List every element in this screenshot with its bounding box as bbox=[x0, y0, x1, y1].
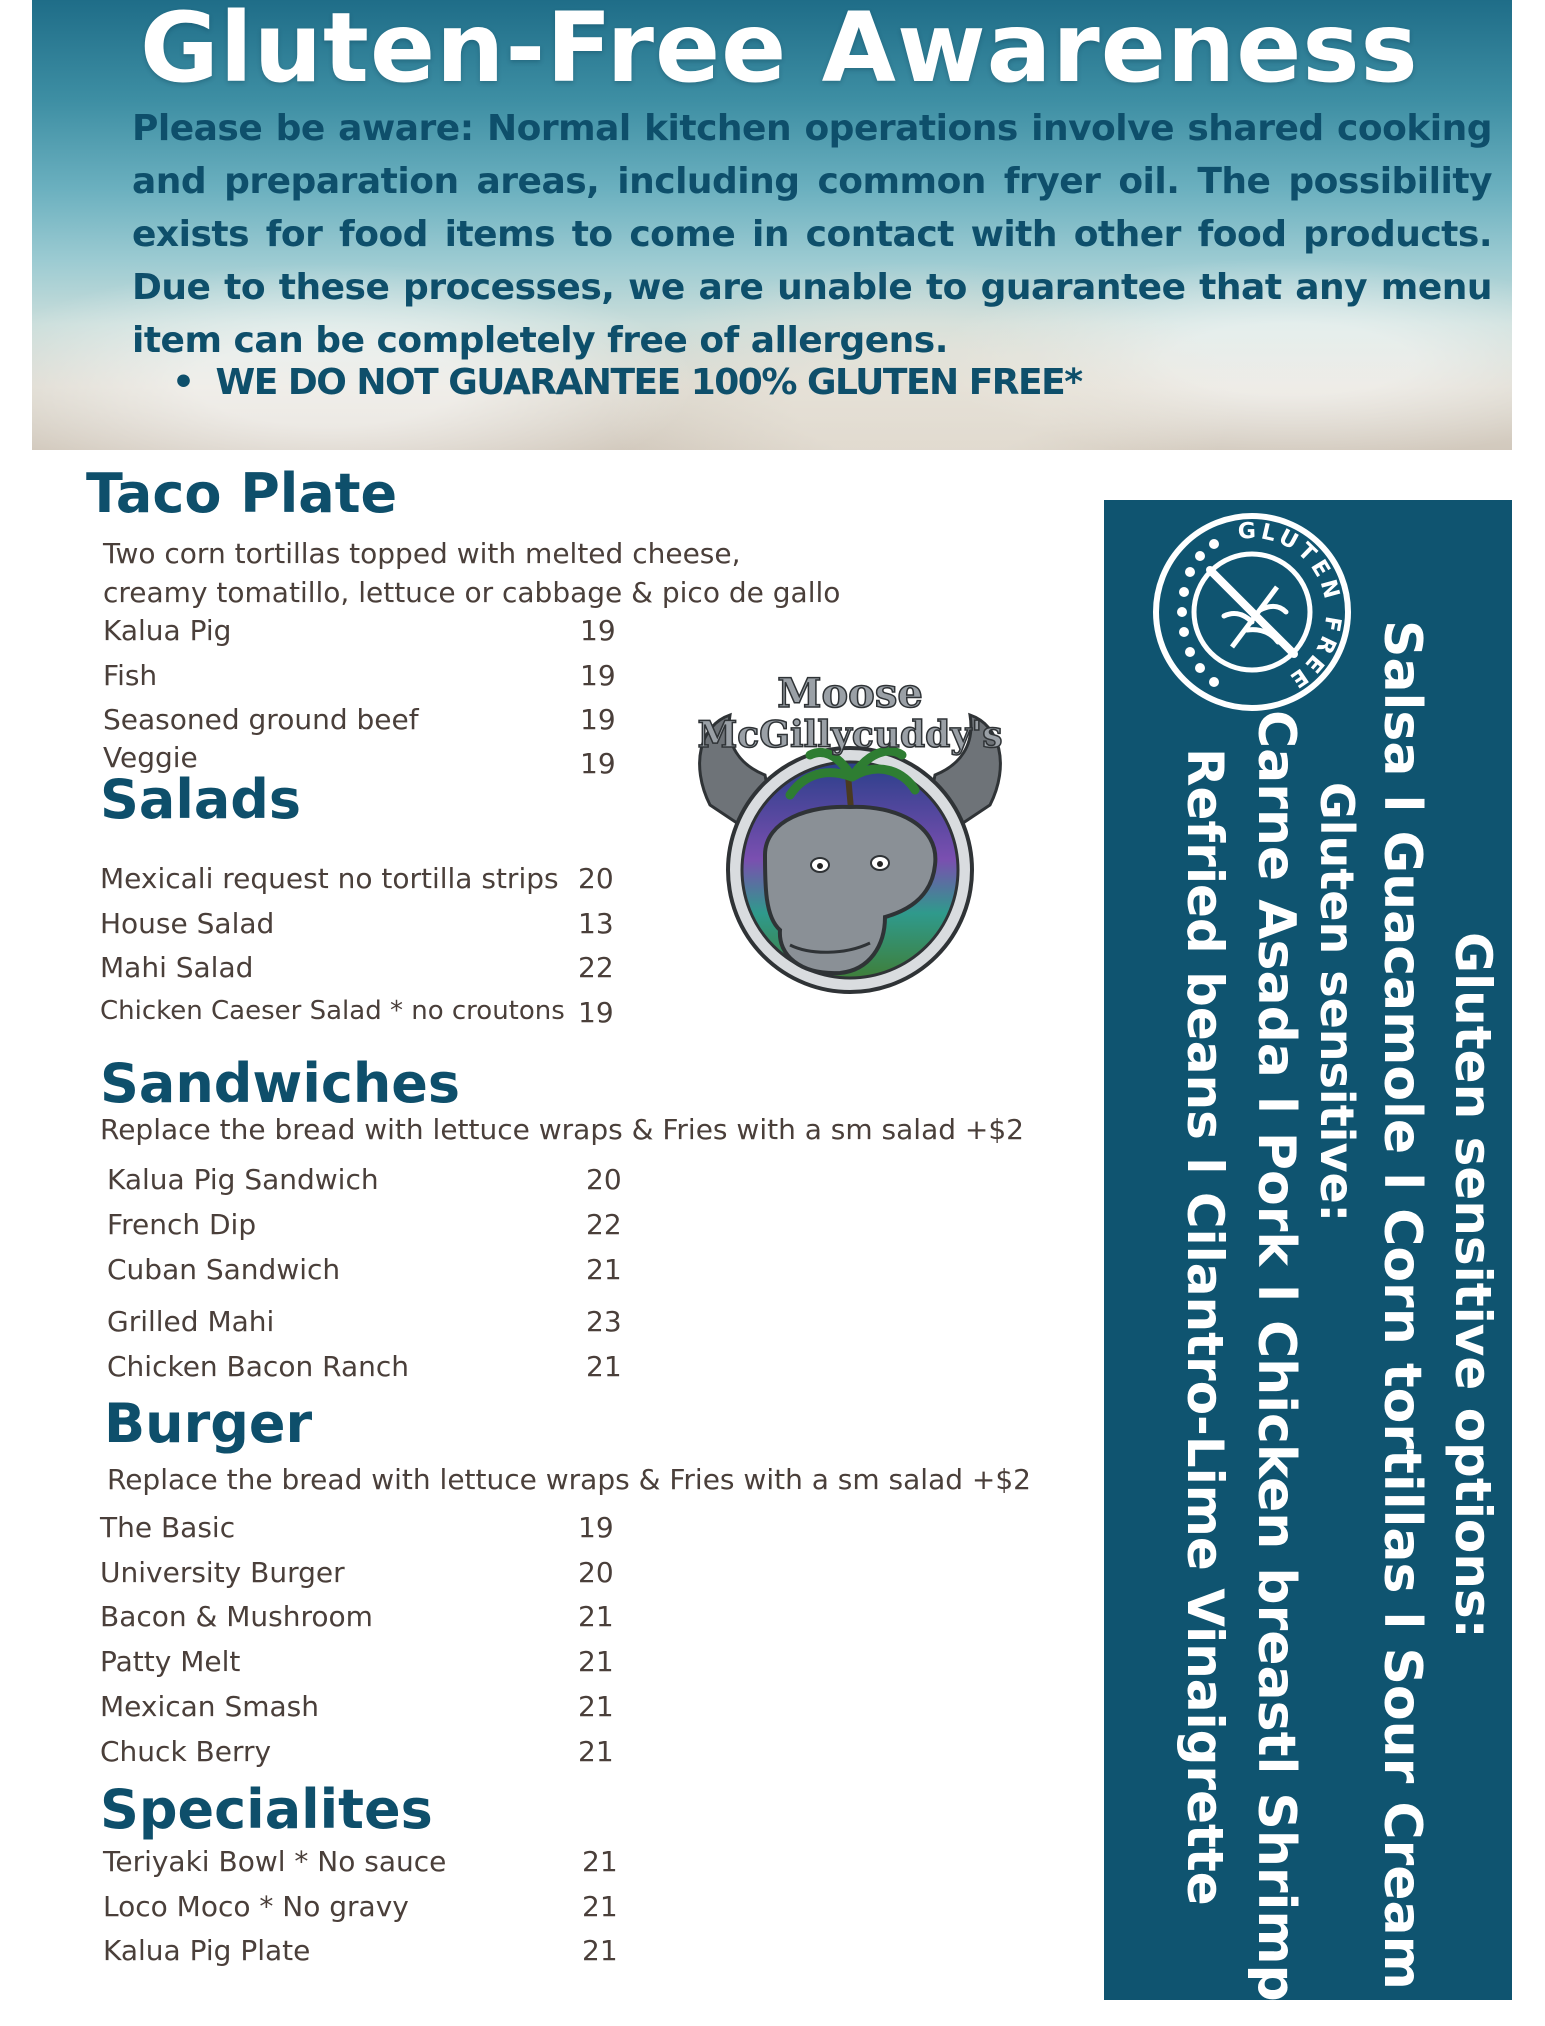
section-title-salads: Salads bbox=[100, 768, 302, 831]
taco-description-line-2: creamy tomatillo, lettuce or cabbage & pico de gallo bbox=[103, 576, 841, 609]
menu-item-price: 19 bbox=[580, 747, 616, 780]
sidebar-options-extras: Refried beans l Cilantro-Lime Vinaigrette bbox=[1176, 748, 1234, 1906]
burger-description: Replace the bread with lettuce wraps & Fries with a sm salad +$2 bbox=[107, 1463, 1031, 1496]
bullet-icon: • bbox=[172, 362, 194, 403]
taco-description-line-1: Two corn tortillas topped with melted cheese, bbox=[103, 537, 741, 570]
menu-item-price: 19 bbox=[578, 1511, 614, 1544]
menu-item-name: Kalua Pig bbox=[103, 614, 232, 647]
guarantee-disclaimer-text: WE DO NOT GUARANTEE 100% GLUTEN FREE* bbox=[215, 362, 1082, 403]
menu-item-name: French Dip bbox=[107, 1208, 257, 1241]
sidebar-heading-options: Gluten sensitive options: bbox=[1444, 932, 1502, 1639]
menu-item-name: Loco Moco * No gravy bbox=[103, 1890, 409, 1923]
logo-text-line-2: McGillycuddy's bbox=[697, 714, 1003, 756]
menu-item-price: 20 bbox=[578, 1556, 614, 1589]
menu-item-price: 13 bbox=[578, 907, 614, 940]
menu-item-name: Mexicali request no tortilla strips bbox=[100, 862, 559, 895]
menu-item-name: Mahi Salad bbox=[100, 951, 254, 984]
badge-text: GLUTEN FREE bbox=[1237, 518, 1346, 695]
sandwiches-description: Replace the bread with lettuce wraps & Fries with a sm salad +$2 bbox=[100, 1113, 1024, 1146]
menu-item-name: Cuban Sandwich bbox=[107, 1253, 341, 1286]
menu-item-price: 23 bbox=[586, 1305, 622, 1338]
menu-item-name: Veggie bbox=[103, 741, 198, 774]
menu-item-name: Chicken Bacon Ranch bbox=[107, 1350, 409, 1383]
menu-item-price: 21 bbox=[578, 1735, 614, 1768]
menu-item-price: 21 bbox=[582, 1934, 618, 1967]
menu-item-name: The Basic bbox=[100, 1511, 236, 1544]
menu-item-name: Kalua Pig Sandwich bbox=[107, 1163, 379, 1196]
header-banner bbox=[32, 0, 1512, 450]
gluten-sensitive-sidebar bbox=[1104, 500, 1512, 2026]
menu-item-price: 20 bbox=[586, 1163, 622, 1196]
menu-item-name: Fish bbox=[103, 659, 158, 692]
menu-item-price: 21 bbox=[582, 1890, 618, 1923]
gluten-free-badge-icon bbox=[1152, 512, 1352, 712]
sidebar-options-sides: Salsa l Guacamole l Corn tortillas l Sour Cream l bbox=[1372, 620, 1432, 2026]
menu-item-price: 19 bbox=[580, 703, 616, 736]
menu-item-name: Mexican Smash bbox=[100, 1690, 319, 1723]
menu-item-name: Patty Melt bbox=[100, 1645, 241, 1678]
menu-item-name: Kalua Pig Plate bbox=[103, 1934, 311, 1967]
section-title-specialites: Specialites bbox=[100, 1778, 433, 1841]
logo-text-line-1: Moose bbox=[777, 670, 923, 717]
guarantee-disclaimer bbox=[172, 362, 1082, 403]
sidebar-options-proteins: Carne Asada l Pork l Chicken breastl Shrimp bbox=[1246, 710, 1306, 2002]
menu-item-price: 21 bbox=[586, 1350, 622, 1383]
section-title-taco-plate: Taco Plate bbox=[86, 462, 398, 525]
sidebar-heading-proteins: Gluten sensitive: bbox=[1310, 782, 1364, 1223]
menu-item-name: Teriyaki Bowl * No sauce bbox=[103, 1845, 447, 1878]
section-title-sandwiches: Sandwiches bbox=[100, 1052, 461, 1115]
menu-item-price: 21 bbox=[578, 1600, 614, 1633]
section-title-burger: Burger bbox=[104, 1392, 313, 1455]
menu-item-price: 20 bbox=[578, 862, 614, 895]
page-title: Gluten-Free Awareness bbox=[140, 0, 1419, 104]
menu-item-name: Chicken Caeser Salad * no croutons bbox=[100, 996, 565, 1026]
menu-item-name: Seasoned ground beef bbox=[103, 703, 419, 736]
menu-item-name: University Burger bbox=[100, 1556, 345, 1589]
menu-item-name: House Salad bbox=[100, 907, 275, 940]
menu-item-price: 22 bbox=[586, 1208, 622, 1241]
menu-item-price: 21 bbox=[586, 1253, 622, 1286]
menu-item-price: 21 bbox=[582, 1845, 618, 1878]
menu-item-price: 21 bbox=[578, 1690, 614, 1723]
menu-item-price: 19 bbox=[580, 659, 616, 692]
restaurant-logo bbox=[670, 655, 1030, 1000]
menu-item-price: 21 bbox=[578, 1645, 614, 1678]
menu-item-name: Chuck Berry bbox=[100, 1735, 272, 1768]
menu-item-price: 19 bbox=[580, 614, 616, 647]
menu-item-name: Grilled Mahi bbox=[107, 1305, 275, 1338]
menu-item-name: Bacon & Mushroom bbox=[100, 1600, 373, 1633]
allergen-notice: Please be aware: Normal kitchen operations involve shared cooking and preparation areas, including common fryer oil. The possibility exists for food items to come in contact with other food products. Due to these processes, we are unable to guarantee that any menu item can be completely free of allergens. bbox=[132, 108, 1492, 361]
menu-item-price: 19 bbox=[578, 996, 614, 1029]
menu-item-price: 22 bbox=[578, 951, 614, 984]
